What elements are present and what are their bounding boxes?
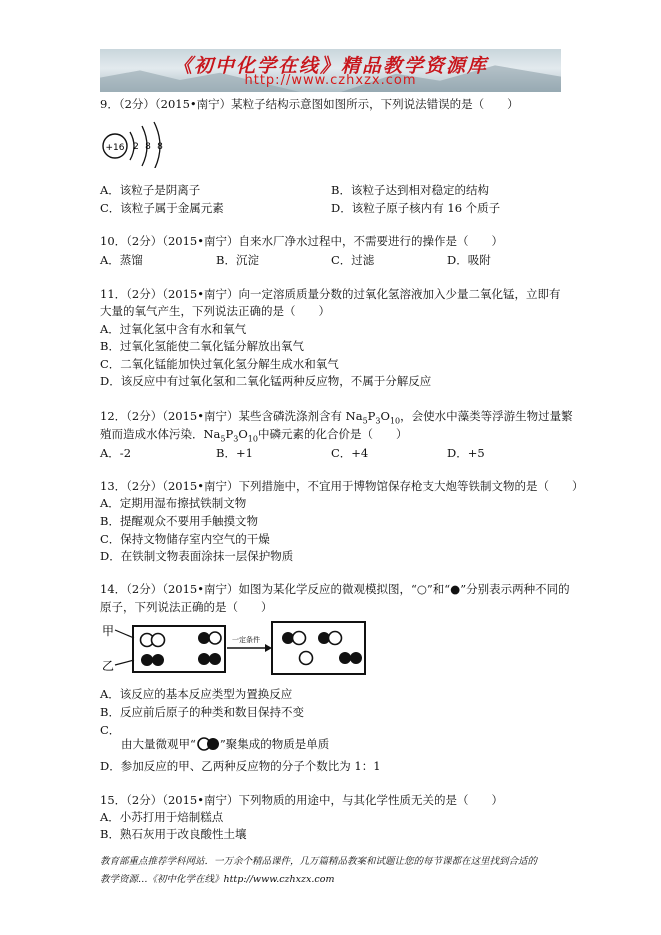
q10-stem: 10．（2分）（2015•南宁）自来水厂净水过程中，不需要进行的操作是（ ）: [100, 234, 503, 248]
footer-line2[interactable]: 教学资源…《初中化学在线》http://www.czhxzx.com: [100, 874, 335, 885]
q11-option-a[interactable]: A．过氧化氢中含有水和氧气: [100, 322, 247, 336]
reactant-atom-black: [209, 653, 221, 665]
shell-electrons-3: 8: [157, 142, 163, 152]
pointer-line-jia: [115, 630, 134, 638]
atom-structure-diagram: [100, 118, 175, 168]
reaction-arrowhead: [265, 644, 272, 652]
q14-stem-line1: 14．（2分）（2015•南宁）如图为某化学反应的微观模拟图，“○”和“●”分别表示两种不同的: [100, 582, 570, 596]
q13-stem: 13．（2分）（2015•南宁）下列措施中，不宜用于博物馆保存枪支大炮等铁制文物的是（ ）: [100, 479, 584, 493]
label-jia: 甲: [102, 624, 115, 638]
q10-option-c[interactable]: C．过滤: [331, 253, 375, 267]
formula-p: P: [367, 409, 376, 423]
q9-option-b[interactable]: B．该粒子达到相对稳定的结构: [331, 183, 489, 197]
q14-option-c-text-b: ”聚集成的物质是单质: [219, 737, 330, 751]
q9-stem: 9．（2分）（2015•南宁）某粒子结构示意图如图所示，下列说法错误的是（ ）: [100, 97, 519, 111]
formula-o: O: [380, 409, 390, 423]
formula-o-2: O: [238, 427, 248, 441]
q14-option-c-text-a: 由大量微观甲“: [121, 737, 196, 751]
formula-p-subscript-2: 3: [233, 434, 239, 444]
q14-option-c[interactable]: C．: [100, 723, 121, 737]
product-atom-black: [339, 652, 351, 664]
q12-stem-text-d: 中磷元素的化合价是（ ）: [257, 427, 408, 441]
header-banner: [100, 49, 561, 92]
q9-option-c[interactable]: C．该粒子属于金属元素: [100, 201, 224, 215]
reaction-micro-diagram: [100, 618, 370, 676]
shell-electrons-2: 8: [145, 142, 151, 152]
q12-stem-line1: [100, 408, 573, 425]
q11-stem-line1: 11．（2分）（2015•南宁）向一定溶质质量分数的过氧化氢溶液加入少量二氧化锰，立即有: [100, 287, 561, 301]
q10-option-b[interactable]: B．沉淀: [216, 253, 259, 267]
product-atom-black: [350, 652, 362, 664]
q11-option-d[interactable]: D．该反应中有过氧化氢和二氧化锰两种反应物，不属于分解反应: [100, 374, 432, 388]
q15-option-b[interactable]: B．熟石灰用于改良酸性土壤: [100, 827, 247, 841]
q10-option-d[interactable]: D．吸附: [447, 253, 491, 267]
q14-stem-line2: 原子，下列说法正确的是（ ）: [100, 600, 273, 614]
products-box: [272, 622, 365, 674]
q10-option-a[interactable]: A．蒸馏: [100, 253, 143, 267]
formula-na-subscript-2: 5: [220, 434, 226, 444]
q13-option-c[interactable]: C．保持文物储存室内空气的干燥: [100, 532, 270, 546]
arrow-condition: 一定条件: [232, 636, 260, 644]
q14-option-c-body[interactable]: [121, 736, 329, 752]
q12-option-a[interactable]: A．-2: [100, 446, 132, 460]
q11-stem-line2: 大量的氧气产生，下列说法正确的是（ ）: [100, 304, 330, 318]
q13-option-d[interactable]: D．在铁制文物表面涂抹一层保护物质: [100, 549, 294, 563]
q15-option-a[interactable]: A．小苏打用于焙制糕点: [100, 810, 224, 824]
q13-option-a[interactable]: A．定期用湿布擦拭铁制文物: [100, 496, 247, 510]
product-atom-white: [300, 652, 313, 665]
q14-option-a[interactable]: A．该反应的基本反应类型为置换反应: [100, 687, 293, 701]
formula-p-subscript: 3: [375, 416, 381, 426]
reactant-atom-black: [152, 654, 164, 666]
banner-title: 《初中化学在线》精品教学资源库: [172, 55, 488, 77]
shell-electrons-1: 2: [133, 142, 139, 152]
q15-stem: 15．（2分）（2015•南宁）下列物质的用途中，与其化学性质无关的是（ ）: [100, 793, 503, 807]
reactant-atom-black: [198, 632, 210, 644]
formula-na-subscript: 5: [362, 416, 368, 426]
q13-option-b[interactable]: B．提醒观众不要用手触摸文物: [100, 514, 258, 528]
product-atom-white: [293, 632, 306, 645]
q11-option-c[interactable]: C．二氧化锰能加快过氧化氢分解生成水和氧气: [100, 357, 339, 371]
q12-stem-text-a: 12．（2分）（2015•南宁）某些含磷洗涤剂含有 Na: [100, 409, 363, 423]
q9-option-a[interactable]: A．该粒子是阴离子: [100, 183, 201, 197]
q11-option-b[interactable]: B．过氧化氢能使二氧化锰分解放出氧气: [100, 339, 304, 353]
q12-option-c[interactable]: C．+4: [331, 446, 369, 460]
reactant-atom-white: [209, 632, 221, 644]
footer-line1: 教育部重点推荐学科网站．一万余个精品课件，几万篇精品教案和试题让您的每节课都在这里找到合适的: [100, 856, 538, 867]
q14-option-d[interactable]: D．参加反应的甲、乙两种反应物的分子个数比为 1：1: [100, 759, 381, 773]
q12-stem-line2: [100, 426, 407, 443]
q12-stem-text-c: 殖而造成水体污染．Na: [100, 427, 221, 441]
reactant-atom-black: [141, 654, 153, 666]
nucleus-charge: +16: [105, 143, 125, 153]
molecule-jia-icon: [196, 737, 220, 751]
reactant-atom-black: [198, 653, 210, 665]
q12-stem-text-b: ，会使水中藻类等浮游生物过量繁: [400, 409, 573, 423]
q14-option-b[interactable]: B．反应前后原子的种类和数目保持不变: [100, 705, 304, 719]
pointer-line-yi: [115, 660, 134, 665]
product-atom-white: [329, 632, 342, 645]
q9-option-d[interactable]: D．该粒子原子核内有 16 个质子: [331, 201, 501, 215]
reactant-atom-white: [152, 634, 165, 647]
label-yi: 乙: [102, 659, 115, 673]
formula-o-subscript-2: 10: [247, 434, 258, 444]
formula-p-2: P: [225, 427, 234, 441]
q12-option-d[interactable]: D．+5: [447, 446, 485, 460]
q12-option-b[interactable]: B．+1: [216, 446, 253, 460]
formula-o-subscript: 10: [389, 416, 401, 426]
banner-url[interactable]: http://www.czhxzx.com: [244, 73, 417, 88]
